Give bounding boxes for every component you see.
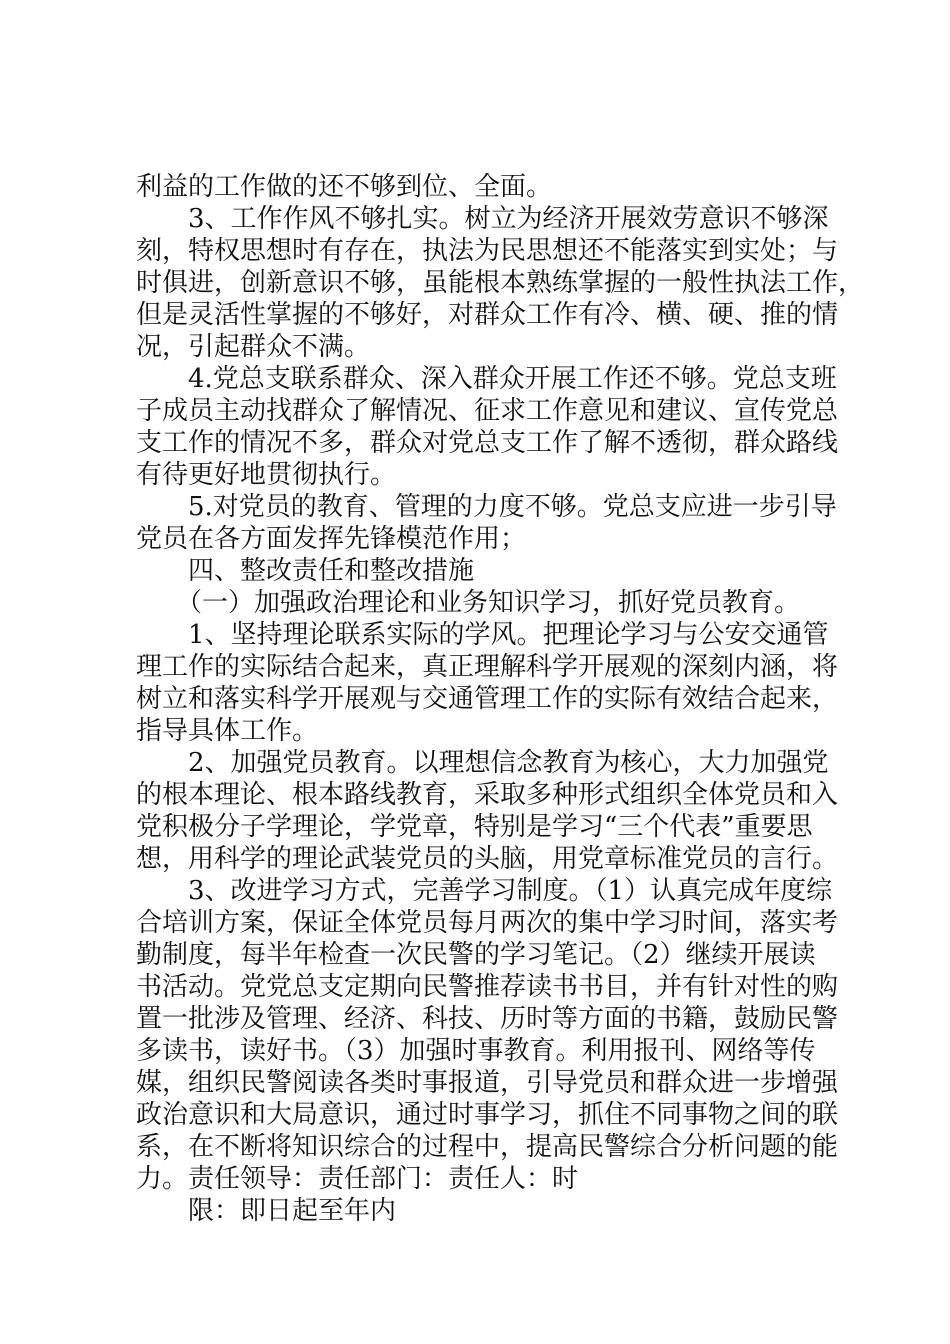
paragraph-line: 时俱进，创新意识不够，虽能根本熟练掌握的一般性执法工作，: [136, 268, 865, 298]
paragraph-line: 刻，特权思想时有存在，执法为民思想还不能落实到实处；与: [136, 236, 839, 266]
paragraph-line: 理工作的实际结合起来，真正理解科学开展观的深刻内涵，将: [136, 652, 839, 682]
paragraph-line: 支工作的情况不多，群众对党总支工作了解不透彻，群众路线: [136, 428, 839, 458]
paragraph-line: 党员在各方面发挥先锋模范作用；: [136, 524, 527, 554]
paragraph-line: 况，引起群众不满。: [136, 332, 371, 362]
section-heading: 四、整改责任和整改措施: [188, 556, 475, 586]
paragraph-line: 书活动。党党总支定期向民警推荐读书书目，并有针对性的购: [136, 972, 839, 1002]
paragraph-line: 系，在不断将知识综合的过程中，提高民警综合分析问题的能: [136, 1132, 839, 1162]
paragraph-line: 利益的工作做的还不够到位、全面。: [136, 172, 553, 202]
paragraph-line: 党积极分子学理论，学党章，特别是学习“三个代表”重要思: [136, 812, 813, 842]
paragraph-line: 有待更好地贯彻执行。: [136, 460, 397, 490]
paragraph-line: 4.党总支联系群众、深入群众开展工作还不够。党总支班: [188, 364, 837, 394]
paragraph-line: 5.对党员的教育、管理的力度不够。党总支应进一步引导: [188, 492, 837, 522]
paragraph-line: 3、改进学习方式，完善学习制度。（1）认真完成年度综: [188, 876, 833, 906]
paragraph-line: 政治意识和大局意识，通过时事学习，抓住不同事物之间的联: [136, 1100, 839, 1130]
paragraph-line: 勤制度，每半年检查一次民警的学习笔记。（2）继续开展读: [136, 940, 816, 970]
paragraph-line: 限：即日起至年内: [188, 1196, 397, 1226]
paragraph-line: 想，用科学的理论武装党员的头脑，用党章标准党员的言行。: [136, 844, 839, 874]
subsection-heading: （一）加强政治理论和业务知识学习，抓好党员教育。: [176, 588, 801, 618]
paragraph-line: 多读书，读好书。（3）加强时事教育。利用报刊、网络等传: [136, 1036, 816, 1066]
paragraph-line: 指导具体工作。: [136, 716, 319, 746]
paragraph-line: 媒，组织民警阅读各类时事报道，引导党员和群众进一步增强: [136, 1068, 839, 1098]
paragraph-line: 的根本理论、根本路线教育，采取多种形式组织全体党员和入: [136, 780, 839, 810]
paragraph-line: 1、坚持理论联系实际的学风。把理论学习与公安交通管: [188, 620, 829, 650]
paragraph-line: 树立和落实科学开展观与交通管理工作的实际有效结合起来，: [136, 684, 839, 714]
paragraph-line: 3、工作作风不够扎实。树立为经济开展效劳意识不够深: [188, 204, 829, 234]
paragraph-line: 力。责任领导：责任部门：责任人：时: [136, 1164, 579, 1194]
paragraph-line: 2、加强党员教育。以理想信念教育为核心，大力加强党: [188, 748, 829, 778]
paragraph-line: 合培训方案，保证全体党员每月两次的集中学习时间，落实考: [136, 908, 839, 938]
paragraph-line: 但是灵活性掌握的不够好，对群众工作有冷、横、硬、推的情: [136, 300, 839, 330]
paragraph-line: 子成员主动找群众了解情况、征求工作意见和建议、宣传党总: [136, 396, 839, 426]
paragraph-line: 置一批涉及管理、经济、科技、历时等方面的书籍，鼓励民警: [136, 1004, 839, 1034]
